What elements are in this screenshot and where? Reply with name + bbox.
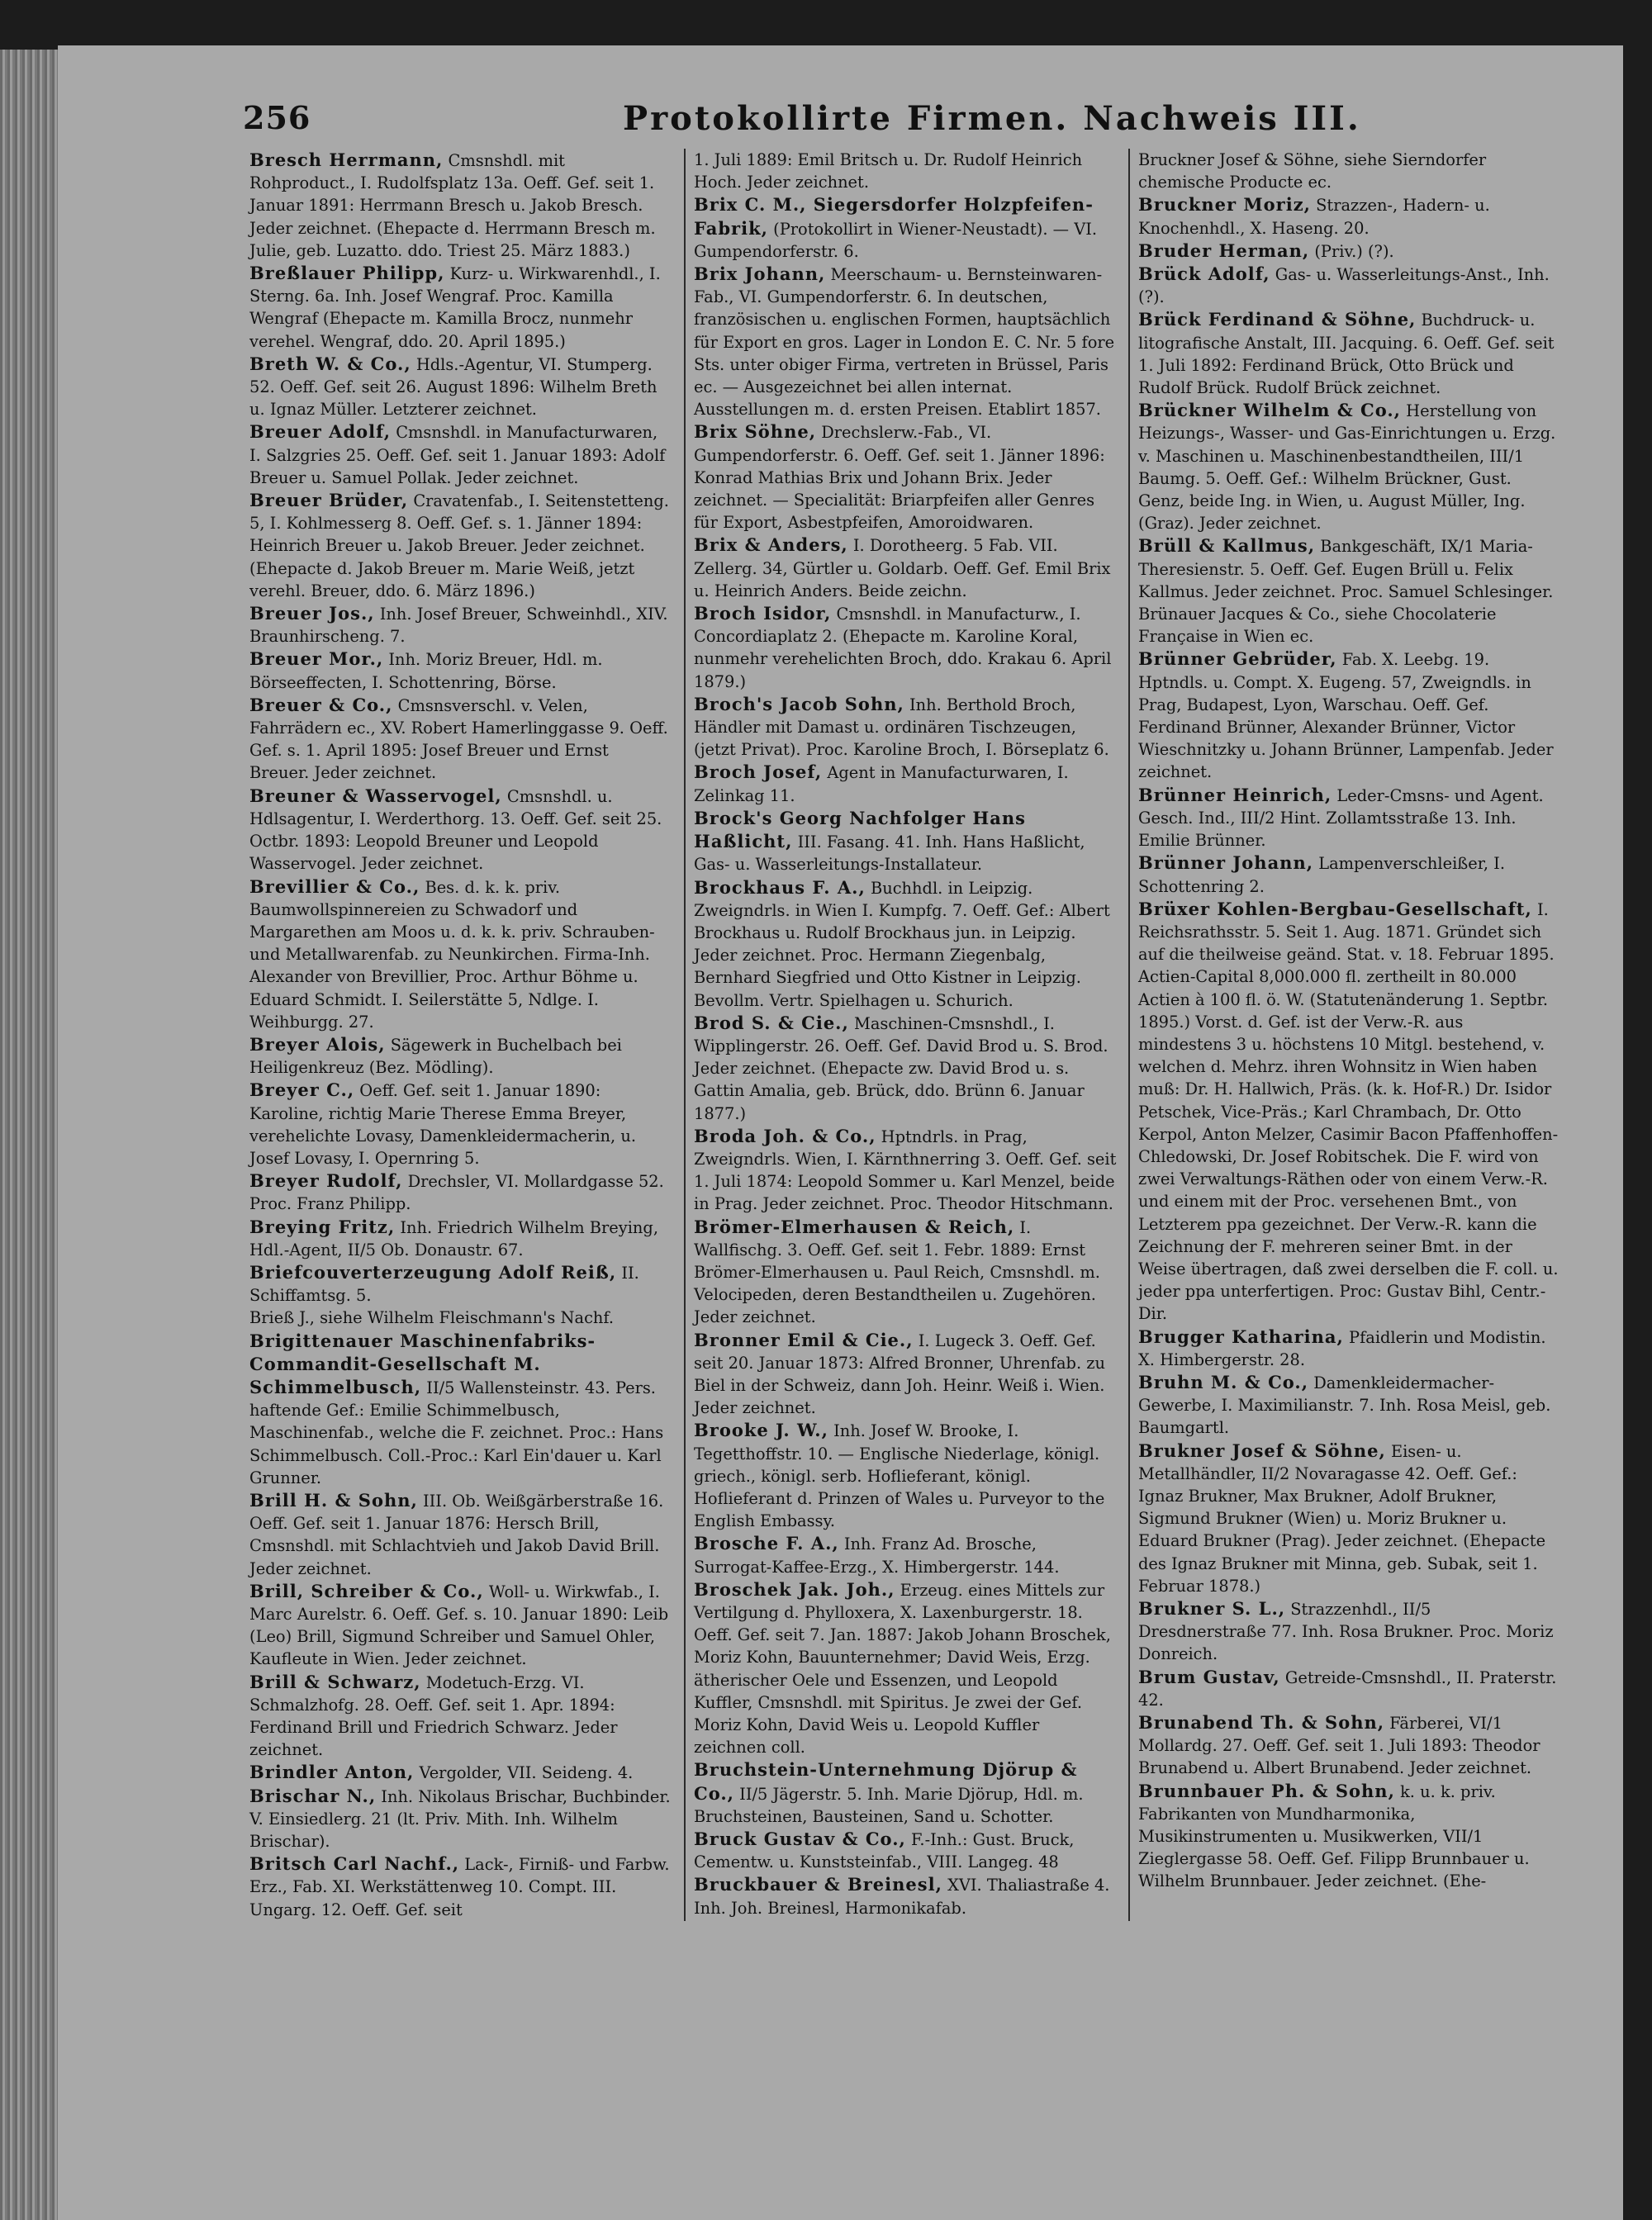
entry-text: Lack-, Firniß- und Farbw. Erz., Fab. XI. Werkstättenweg 10. Compt. III. Ungarg. 12. Oeff. Gef. seit	[249, 1855, 670, 1919]
entry-text: Bruckner Josef & Söhne, siehe Sierndorfer chemische Producte ec.	[1138, 150, 1487, 192]
firm-name: Breuner & Wasservogel,	[249, 785, 502, 806]
entry-text: Woll- u. Wirkwfab., I. Marc Aurelstr. 6. Oeff. Gef. s. 10. Januar 1890: Leib (Leo) Brill, Sigmund Schreiber und Samuel Ohler, Kaufleute in Wien. Jeder zeichnet.	[249, 1582, 669, 1669]
entry-text: Bankgeschäft, IX/1 Maria-Theresienstr. 5. Oeff. Gef. Eugen Brüll u. Felix Kallmus. Jeder zeichnet. Proc. Samuel Schlesinger.	[1138, 537, 1554, 601]
directory-entry	[694, 1578, 1117, 1759]
directory-entry	[249, 1261, 672, 1307]
directory-entry	[249, 489, 672, 602]
firm-name: Bruck Gustav & Co.,	[694, 1829, 906, 1850]
directory-entry	[694, 1828, 1117, 1873]
directory-entry	[1138, 1780, 1561, 1893]
entry-text: II/5 Jägerstr. 5. Inh. Marie Djörup, Hdl. m. Bruchsteinen, Bausteinen, Sand u. Schotter.	[694, 1784, 1084, 1826]
directory-entry	[1138, 1371, 1561, 1440]
firm-name: Breyer Rudolf,	[249, 1170, 403, 1192]
entry-text: Kurz- u. Wirkwarenhdl., I. Sterng. 6a. Inh. Josef Wengraf. Proc. Kamilla Wengraf (Ehepacte m. Kamilla Brocz, nunmehr verehel. Wengraf, ddo. 20. April 1895.)	[249, 264, 661, 351]
entry-text: k. u. k. priv. Fabrikanten von Mundharmonika, Musikinstrumenten u. Musikwerken, VII/1 Zieglergasse 58. Oeff. Gef. Filipp Brunnbauer u. Wilhelm Brunnbauer. Jeder zeichnet. (Ehe-	[1138, 1781, 1530, 1891]
firm-name: Brod S. & Cie.,	[694, 1012, 849, 1033]
entry-text: Gas- u. Wasserleitungs-Anst., Inh. (?).	[1138, 265, 1550, 307]
book-page-edges	[0, 50, 58, 2220]
firm-name: Breuer & Co.,	[249, 694, 393, 715]
firm-name: Brockhaus F. A.,	[694, 876, 866, 898]
firm-name: Broda Joh. & Co.,	[694, 1125, 876, 1146]
directory-page	[58, 45, 1623, 2220]
column-2	[684, 149, 1117, 1921]
entry-text: Eisen- u. Metallhändler, II/2 Novaragasse 42. Oeff. Gef.: Ignaz Brukner, Max Brukner, Adolf Brukner, Sigmund Brukner (Wien) u. Moriz Brukner u. Eduard Brukner (Prag). Jeder zeichnet. (Ehepacte des Ignaz Brukner mit Minna, geb. Subak, seit 1. Februar 1878.)	[1138, 1441, 1546, 1596]
entry-text: Brieß J., siehe Wilhelm Fleischmann's Nachf.	[249, 1308, 615, 1328]
directory-entry	[1138, 603, 1561, 648]
firm-name: Brum Gustav,	[1138, 1666, 1280, 1687]
directory-entry	[249, 602, 672, 648]
entry-text: Hdls.-Agentur, VI. Stumperg. 52. Oeff. Gef. seit 26. August 1896: Wilhelm Breth u. Ignaz Müller. Letzterer zeichnet.	[249, 354, 657, 420]
entry-text: Damenkleidermacher-Gewerbe, I. Maximilianstr. 7. Inh. Rosa Meisl, geb. Baumgartl.	[1138, 1373, 1551, 1438]
directory-entry	[249, 875, 672, 1033]
entry-text: Färberei, VI/1 Mollardg. 27. Oeff. Gef. seit 1. Juli 1893: Theodor Brunabend u. Albert Brunabend. Jeder zeichnet.	[1138, 1714, 1540, 1778]
entry-text: Maschinen-Cmsnshdl., I. Wipplingerstr. 26. Oeff. Gef. David Brod u. S. Brod. Jeder zeichnet. (Ehepacte zw. David Brod u. s. Gattin Amalia, geb. Brück, ddo. Brünn 6. Januar 1877.)	[694, 1013, 1108, 1123]
entry-text: Hptndrls. in Prag, Zweigndrls. Wien, I. Kärnthnerring 3. Oeff. Gef. seit 1. Juli 1874: Leopold Sommer u. Karl Menzel, beide in Prag. Jeder zeichnet. Proc. Theodor Hitschmann.	[694, 1127, 1117, 1214]
entry-text: Strazzenhdl., II/5 Dresdnerstraße 77. Inh. Rosa Brukner. Proc. Moriz Donreich.	[1138, 1600, 1554, 1664]
directory-entry	[694, 602, 1117, 693]
page-number: 256	[243, 99, 311, 136]
firm-name: Brill H. & Sohn,	[249, 1489, 418, 1511]
entry-text: Fab. X. Leebg. 19. Hptndls. u. Compt. X. Eugeng. 57, Zweigndls. in Prag, Budapest, Lyon, Warschau. Oeff. Gef. Ferdinand Brünner, Alexander Brünner, Victor Wieschnitzky u. Johann Brünner, Lampenfab. Jeder zeichnet.	[1138, 650, 1554, 782]
directory-entry	[1138, 308, 1561, 399]
entry-text: Cmsnshdl. in Manufacturw., I. Concordiaplatz 2. (Ehepacte m. Karoline Koral, nunmehr verehelichten Broch, ddo. Krakau 6. April 1879.)	[694, 605, 1112, 691]
directory-entry	[249, 1489, 672, 1580]
entry-text: Cmsnshdl. mit Rohproduct., I. Rudolfsplatz 13a. Oeff. Gef. seit 1. Januar 1891: Herrmann Bresch u. Jakob Bresch. Jeder zeichnet. (Ehepacte d. Herrmann Bresch m. Julie, geb. Luzatto. ddo. Triest 25. März 1883.)	[249, 151, 656, 260]
firm-name: Brix Johann,	[694, 263, 826, 285]
entry-text: Cmsnshdl. u. Hdlsagentur, I. Werderthorg. 13. Oeff. Gef. seit 25. Octbr. 1893: Leopold Breuner und Leopold Wasservogel. Jeder zeichnet.	[249, 786, 662, 874]
directory-entry	[694, 693, 1117, 761]
directory-entry	[694, 1125, 1117, 1216]
firm-name: Bruder Herman,	[1138, 240, 1310, 261]
directory-entry	[1138, 534, 1561, 603]
firm-name: Brüxer Kohlen-Bergbau-Gesellschaft,	[1138, 898, 1532, 919]
directory-entry	[1138, 851, 1561, 897]
entry-text: F.-Inh.: Gust. Bruck, Cementw. u. Kunststeinfab., VIII. Langeg. 48	[694, 1830, 1075, 1872]
directory-entry	[1138, 1597, 1561, 1666]
entry-text: 1. Juli 1889: Emil Britsch u. Dr. Rudolf Heinrich Hoch. Jeder zeichnet.	[694, 150, 1083, 192]
entry-text: III. Fasang. 41. Inh. Hans Haßlicht, Gas- u. Wasserleitungs-Installateur.	[694, 832, 1085, 875]
entry-text: II. Schiffamtsg. 5.	[249, 1263, 639, 1306]
entry-text: Herstellung von Heizungs-, Wasser- und Gas-Einrichtungen u. Erzg. v. Maschinen u. Maschinenbestandtheilen, III/1 Baumg. 5. Oeff. Gef.: Wilhelm Brückner, Gust. Genz, beide Ing. in Wien, u. August Müller, Ing. (Graz). Jeder zeichnet.	[1138, 401, 1556, 534]
directory-entry	[694, 1758, 1117, 1828]
directory-entry	[249, 262, 672, 353]
entry-text: Leder-Cmsns- und Agent. Gesch. Ind., III/2 Hint. Zollamtsstraße 13. Inh. Emilie Brünner.	[1138, 785, 1544, 851]
entry-text: Inh. Josef W. Brooke, I. Tegetthoffstr. 10. — Englische Niederlage, königl. griech., königl. serb. Hoflieferant, königl. Hoflieferant d. Prinzen of Wales u. Purveyor to the English Embassy.	[694, 1421, 1105, 1531]
firm-name: Brünner Johann,	[1138, 852, 1314, 874]
directory-entry	[249, 1169, 672, 1215]
firm-name: Brevillier & Co.,	[249, 875, 420, 897]
directory-entry	[1138, 1440, 1561, 1597]
entry-text: Sägewerk in Buchelbach bei Heiligenkreuz (Bez. Mödling).	[249, 1035, 622, 1078]
firm-name: Bresch Herrmann,	[249, 149, 444, 170]
page-title: Protokollirte Firmen. Nachweis III.	[623, 99, 1361, 138]
firm-name: Breßlauer Philipp,	[249, 263, 445, 284]
directory-entry	[1138, 648, 1561, 783]
firm-name: Brill & Schwarz,	[249, 1671, 421, 1692]
directory-entry	[1138, 1326, 1561, 1371]
directory-entry	[694, 1873, 1117, 1919]
directory-entry	[1138, 898, 1561, 1326]
firm-name: Brück Ferdinand & Söhne,	[1138, 309, 1417, 330]
firm-name: Brix & Anders,	[694, 534, 848, 556]
entry-text: Lampenverschleißer, I. Schottenring 2.	[1138, 854, 1505, 896]
directory-entry	[694, 420, 1117, 534]
entry-text: Inh. Franz Ad. Brosche, Surrogat-Kaffee-Erzg., X. Himbergerstr. 144.	[694, 1535, 1060, 1577]
directory-entry	[249, 1033, 672, 1079]
firm-name: Brunnbauer Ph. & Sohn,	[1138, 1780, 1395, 1801]
firm-name: Brill, Schreiber & Co.,	[249, 1580, 484, 1601]
entry-text: Agent in Manufacturwaren, I. Zelinkag 11.	[694, 763, 1069, 805]
firm-name: Bruckner Moriz,	[1138, 194, 1311, 216]
firm-name: Brock's Georg Nachfolger Hans Haßlicht,	[694, 807, 1026, 852]
firm-name: Brück Adolf,	[1138, 263, 1270, 285]
directory-entry	[1138, 193, 1561, 239]
entry-text: Cmsnshdl. in Manufacturwaren, I. Salzgries 25. Oeff. Gef. seit 1. Januar 1893: Adolf Breuer u. Samuel Pollak. Jeder zeichnet.	[249, 423, 666, 487]
entry-text: Buchdruck- u. litografische Anstalt, III. Jacquing. 6. Oeff. Gef. seit 1. Juli 1892: Ferdinand Brück, Otto Brück und Rudolf Brück. Rudolf Brück zeichnet.	[1138, 311, 1555, 398]
entry-text: Inh. Nikolaus Brischar, Buchbinder. V. Einsiedlerg. 21 (lt. Priv. Mith. Inh. Wilhelm Brischar).	[249, 1786, 671, 1852]
directory-entry	[249, 785, 672, 875]
entry-text: (Priv.) (?).	[1314, 241, 1394, 261]
directory-entry	[694, 1419, 1117, 1532]
entry-text: Inh. Moriz Breuer, Hdl. m. Börseeffecten, I. Schottenring, Börse.	[249, 650, 603, 692]
directory-entry	[1138, 399, 1561, 534]
entry-text: (Protokollirt in Wiener-Neustadt). — VI. Gumpendorferstr. 6.	[694, 219, 1098, 261]
directory-entry	[249, 1671, 672, 1762]
firm-name: Brischar N.,	[249, 1785, 377, 1806]
entry-text: Getreide-Cmsnshdl., II. Praterstr. 42.	[1138, 1667, 1557, 1710]
firm-name: Brömer-Elmerhausen & Reich,	[694, 1216, 1015, 1237]
directory-entry	[249, 648, 672, 693]
directory-entry	[694, 876, 1117, 1012]
directory-entry	[694, 1329, 1117, 1420]
firm-name: Britsch Carl Nachf.,	[249, 1853, 460, 1875]
entry-text: Cmsnsverschl. v. Velen, Fahrrädern ec., XV. Robert Hamerlinggasse 9. Oeff. Gef. s. 1. April 1895: Josef Breuer und Ernst Breuer. Jeder zeichnet.	[249, 695, 668, 783]
firm-name: Breuer Mor.,	[249, 648, 384, 670]
directory-entry	[1138, 1711, 1561, 1780]
entry-text: III. Ob. Weißgärberstraße 16. Oeff. Gef. seit 1. Januar 1876: Hersch Brill, Cmsnshdl. mit Schlachtvieh und Jakob David Brill. Jeder zeichnet.	[249, 1491, 664, 1578]
firm-name: Brix C. M., Siegersdorfer Holzpfeifen-Fabrik,	[694, 194, 1094, 239]
firm-name: Brosche F. A.,	[694, 1533, 839, 1554]
directory-entry	[249, 694, 672, 785]
entry-text: Drechsler, VI. Mollardgasse 52. Proc. Franz Philipp.	[249, 1172, 664, 1214]
firm-name: Broch Isidor,	[694, 603, 832, 624]
firm-name: Breuer Brüder,	[249, 490, 409, 511]
entry-text: Drechslerw.-Fab., VI. Gumpendorferstr. 6. Oeff. Gef. seit 1. Jänner 1896: Konrad Mathias Brix und Johann Brix. Jeder zeichnet. — Specialität: Briarpfeifen aller Genres für Export, Asbestpfeifen, Amoroidwaren.	[694, 423, 1105, 533]
entry-text: Inh. Josef Breuer, Schweinhdl., XIV. Braunhirscheng. 7.	[249, 605, 668, 647]
directory-entry	[249, 1307, 672, 1329]
entry-text: I. Lugeck 3. Oeff. Gef. seit 20. Januar 1873: Alfred Bronner, Uhrenfab. zu Biel in der Schweiz, dann Joh. Heinr. Weiß i. Wien. Jeder zeichnet.	[694, 1331, 1105, 1418]
entry-text: XVI. Thaliastraße 4. Inh. Joh. Breinesl, Harmonikafab.	[694, 1876, 1110, 1918]
entry-text: Brünauer Jacques & Co., siehe Chocolaterie Française in Wien ec.	[1138, 605, 1497, 647]
directory-entry	[249, 1330, 672, 1489]
directory-entry	[1138, 149, 1561, 193]
firm-name: Broch Josef,	[694, 761, 823, 783]
firm-name: Brix Söhne,	[694, 421, 817, 443]
directory-entry	[1138, 240, 1561, 263]
firm-name: Brünner Heinrich,	[1138, 784, 1332, 805]
firm-name: Briefcouverterzeugung Adolf Reiß,	[249, 1261, 617, 1283]
page-header	[243, 99, 1583, 149]
firm-name: Brünner Gebrüder,	[1138, 648, 1337, 670]
directory-entry	[694, 807, 1117, 876]
entry-text: Inh. Friedrich Wilhelm Breying, Hdl.-Agent, II/5 Ob. Donaustr. 67.	[249, 1217, 658, 1259]
directory-entry	[694, 761, 1117, 806]
firm-name: Bruchstein-Unternehmung Djörup & Co.,	[694, 1759, 1078, 1804]
directory-entry	[1138, 263, 1561, 308]
entry-text: Modetuch-Erzg. VI. Schmalzhofg. 28. Oeff. Gef. seit 1. Apr. 1894: Ferdinand Brill und Friedrich Schwarz. Jeder zeichnet.	[249, 1672, 618, 1760]
firm-name: Brukner Josef & Söhne,	[1138, 1440, 1386, 1461]
entry-columns	[249, 149, 1583, 1921]
entry-text: I. Wallfischg. 3. Oeff. Gef. seit 1. Febr. 1889: Ernst Brömer-Elmerhausen u. Paul Reich, Cmsnshdl. m. Velocipeden, deren Bestandtheilen u. Zugehören. Jeder zeichnet.	[694, 1217, 1100, 1327]
firm-name: Bruhn M. & Co.,	[1138, 1371, 1309, 1392]
column-1	[249, 149, 672, 1921]
directory-entry	[694, 1012, 1117, 1125]
firm-name: Broch's Jacob Sohn,	[694, 693, 904, 714]
directory-entry	[249, 149, 672, 262]
firm-name: Brüll & Kallmus,	[1138, 535, 1316, 557]
firm-name: Broschek Jak. Joh.,	[694, 1578, 895, 1600]
firm-name: Brigittenauer Maschinenfabriks-Commandit-Gesellschaft M. Schimmelbusch,	[249, 1330, 596, 1397]
entry-text: Vergolder, VII. Seideng. 4.	[419, 1763, 634, 1783]
firm-name: Bruckbauer & Breinesl,	[694, 1874, 942, 1895]
directory-entry	[694, 263, 1117, 420]
directory-entry	[694, 534, 1117, 602]
entry-text: Cravatenfab., I. Seitenstetteng. 5, I. Kohlmesserg 8. Oeff. Gef. s. 1. Jänner 1894: Heinrich Breuer u. Jakob Breuer. Jeder zeichnet. (Ehepacte d. Jakob Breuer m. Marie Weiß, jetzt verehl. Breuer, ddo. 6. März 1896.)	[249, 491, 669, 600]
firm-name: Brindler Anton,	[249, 1762, 415, 1783]
firm-name: Breyer C.,	[249, 1079, 355, 1101]
firm-name: Breyer Alois,	[249, 1033, 386, 1055]
entry-text: Pfaidlerin und Modistin. X. Himbergerstr. 28.	[1138, 1327, 1546, 1369]
entry-text: I. Dorotheerg. 5 Fab. VII. Zellerg. 34, Gürtler u. Goldarb. Oeff. Gef. Emil Brix u. Heinrich Anders. Beide zeichn.	[694, 536, 1111, 600]
directory-entry	[249, 1785, 672, 1853]
directory-entry	[249, 420, 672, 489]
firm-name: Brooke J. W.,	[694, 1420, 828, 1441]
entry-text: Strazzen-, Hadern- u. Knochenhdl., X. Haseng. 20.	[1138, 196, 1490, 238]
firm-name: Brunabend Th. & Sohn,	[1138, 1712, 1385, 1734]
directory-entry	[249, 1852, 672, 1921]
entry-text: II/5 Wallensteinstr. 43. Pers. haftende Gef.: Emilie Schimmelbusch, Maschinenfab., welche die F. zeichnet. Proc.: Hans Schimmelbusch. Coll.-Proc.: Karl Ein'dauer u. Karl Grunner.	[249, 1378, 664, 1487]
entry-text: Meerschaum- u. Bernsteinwaren-Fab., VI. Gumpendorferstr. 6. In deutschen, französischen u. englischen Formen, hauptsächlich für Export en gros. Lager in London E. C. Nr. 5 fore Sts. unter obiger Firma, vertreten in Brüssel, Paris ec. — Ausgezeichnet bei allen internat. Ausstellungen m. d. ersten Preisen. Etablirt 1857.	[694, 265, 1115, 420]
firm-name: Brückner Wilhelm & Co.,	[1138, 400, 1401, 421]
entry-text: Erzeug. eines Mittels zur Vertilgung d. Phylloxera, X. Laxenburgerstr. 18. Oeff. Gef. seit 7. Jan. 1887: Jakob Johann Broschek, Moriz Kohn, Bauunternehmer; David Weis, Erzg. ätherischer Oele und Essenzen, und Leopold Kuffler, Cmsnshdl. mit Spiritus. Je zwei der Gef. Moriz Kohn, David Weis u. Leopold Kuffler zeichnen coll.	[694, 1580, 1111, 1758]
directory-entry	[249, 1761, 672, 1784]
firm-name: Brugger Katharina,	[1138, 1326, 1344, 1347]
entry-text: Oeff. Gef. seit 1. Januar 1890: Karoline, richtig Marie Therese Emma Breyer, verehelichte Lovasy, Damenkleidermacherin, u. Josef Lovasy, I. Opernring 5.	[249, 1081, 636, 1168]
entry-text: Buchhdl. in Leipzig. Zweigndrls. in Wien I. Kumpfg. 7. Oeff. Gef.: Albert Brockhaus u. Rudolf Brockhaus jun. in Leipzig. Jeder zeichnet. Proc. Hermann Ziegenbalg, Bernhard Siegfried und Otto Kistner in Leipzig. Bevollm. Vertr. Spielhagen u. Schurich.	[694, 878, 1110, 1010]
entry-text: Inh. Berthold Broch, Händler mit Damast u. ordinären Tischzeugen, (jetzt Privat). Proc. Karoline Broch, I. Börseplatz 6.	[694, 695, 1109, 760]
firm-name: Brukner S. L.,	[1138, 1598, 1286, 1619]
firm-name: Breth W. & Co.,	[249, 353, 411, 374]
directory-entry	[694, 193, 1117, 263]
column-3	[1128, 149, 1561, 1921]
directory-entry	[694, 149, 1117, 193]
firm-name: Breying Fritz,	[249, 1216, 396, 1237]
directory-entry	[1138, 784, 1561, 852]
directory-entry	[249, 1580, 672, 1671]
directory-entry	[694, 1532, 1117, 1577]
entry-text: I. Reichsrathsstr. 5. Seit 1. Aug. 1871. Gründet sich auf die theilweise geänd. Stat. v. 18. Februar 1895. Actien-Capital 8,000.000 fl. zertheilt in 80.000 Actien à 100 fl. ö. W. (Statutenänderung 1. Septbr. 1895.) Vorst. d. Gef. ist der Verw.-R. aus mindestens 3 u. höchstens 10 Mitgl. bestehend, v. welchen d. Mehrz. ihren Wohnsitz in Wien haben muß: Dr. H. Hallwich, Präs. (k. k. Hof-R.) Dr. Isidor Petschek, Vice-Präs.; Karl Chrambach, Dr. Otto Kerpol, Anton Melzer, Casimir Bacon Pfaffenhoffen-Chledowski, Dr. Josef Robitschek. Die F. wird von zwei Verwaltungs-Räthen oder von einem Verw.-R. und einem mit der Proc. versehenen Bmt., von Letzterem ppa gezeichnet. Der Verw.-R. kann die Zeichnung der F. mehreren seiner Bmt. in der Weise übertragen, daß zwei derselben die F. coll. u. jeder ppa unterfertigen. Proc: Gustav Bihl, Centr.-Dir.	[1138, 899, 1559, 1324]
directory-entry	[249, 1079, 672, 1169]
firm-name: Breuer Adolf,	[249, 421, 392, 443]
directory-entry	[694, 1216, 1117, 1329]
directory-entry	[249, 1216, 672, 1261]
entry-text: Bes. d. k. k. priv. Baumwollspinnereien zu Schwadorf und Margarethen am Moos u. d. k. k. priv. Schrauben- und Metallwarenfab. zu Neunkirchen. Firma-Inh. Alexander von Brevillier, Proc. Arthur Böhme u. Eduard Schmidt. I. Seilerstätte 5, Ndlge. I. Weihburgg. 27.	[249, 877, 655, 1032]
directory-entry	[1138, 1666, 1561, 1711]
firm-name: Bronner Emil & Cie.,	[694, 1329, 914, 1350]
firm-name: Breuer Jos.,	[249, 603, 375, 624]
directory-entry	[249, 353, 672, 421]
